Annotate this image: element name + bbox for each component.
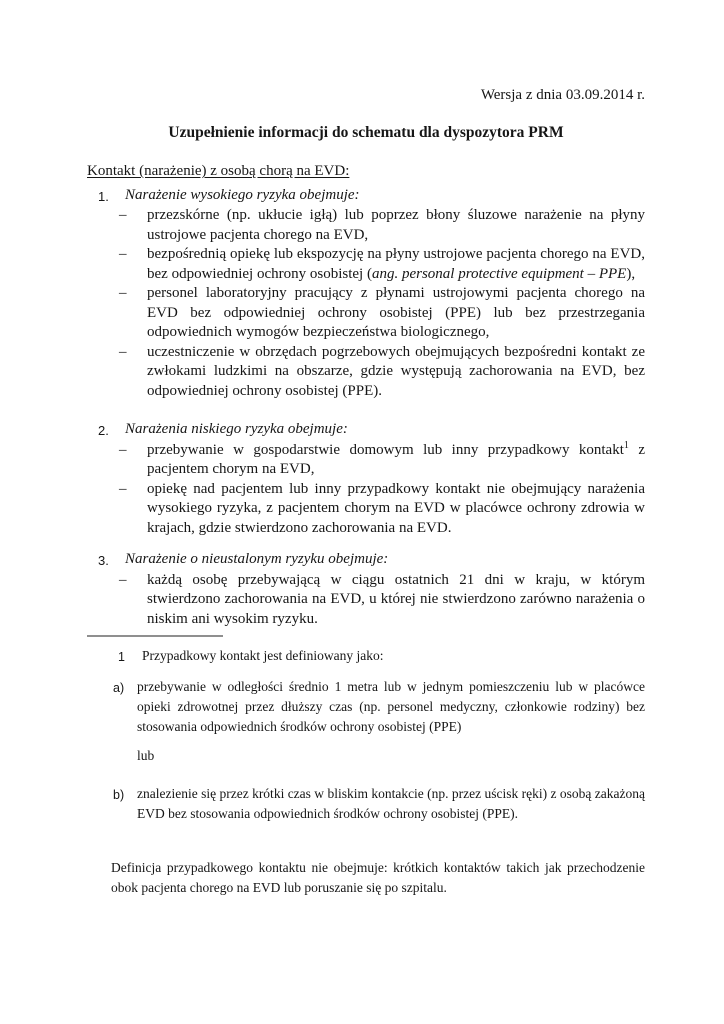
bullet-item [87,343,645,402]
text-segment: bezpośrednią opiekę lub ekspozycję na płyny ustrojowe pacjenta chorego na EVD, bez odpowiedniej ochrony osobistej ( [147,246,645,282]
footnote-separator [87,635,223,637]
risk-section-undetermined [87,550,645,629]
footnote-marker: 1 [118,650,125,664]
bullet-text: opiekę nad pacjentem lub inny przypadkowy kontakt nie obejmujący narażenia wysokiego ryzyka, z pacjentem chorym na EVD w placówce ochrony zdrowia w krajach, gdzie stwierdzono zachorowania na EVD. [147,480,645,536]
section-heading-row [87,550,645,571]
bullet-item [87,571,645,630]
footnote-definition: Definicja przypadkowego kontaktu nie obejmuje: krótkich kontaktów takich jak przechodzenie obok pacjenta chorego na EVD lub poruszanie się po szpitalu. [111,860,645,895]
risk-section-high [87,186,645,402]
section-heading-row [87,186,645,207]
dash-bullet: – [119,480,127,497]
footnote-block [87,646,645,898]
footnote-item-text: znalezienie się przez krótki czas w bliskim kontakcie (np. przez uścisk ręki) z osobą zakażoną EVD bez stosowania odpowiednich środków ochrony osobistej (PPE). [137,786,645,821]
document-title: Uzupełnienie informacji do schematu dla dyspozytora PRM [168,123,564,141]
footnote-item-b [87,784,645,824]
section-number: 1. [98,188,109,204]
bullet-item [87,245,645,284]
footnote-connector: lub [137,748,155,763]
bullet-text: przezskórne (np. ukłucie igłą) lub poprzez błony śluzowe narażenie na płyny ustrojowe pacjenta chorego na EVD, [147,207,645,243]
dash-bullet: – [119,343,127,360]
footnote-item-label: a) [113,681,125,695]
bullet-text [147,246,645,282]
dash-bullet: – [119,571,127,588]
footnote-item-label: b) [113,788,125,802]
bullet-item [87,206,645,245]
version-date: Wersja z dnia 03.09.2014 r. [480,87,645,103]
section-heading: Narażenia niskiego ryzyka obejmuje: [125,421,348,437]
bullet-item [87,480,645,539]
section-heading: Narażenie wysokiego ryzyka obejmuje: [125,186,360,203]
risk-section-low [87,420,645,538]
bullet-text: uczestniczenie w obrzędach pogrzebowych obejmujących bezpośredni kontakt ze zwłokami ludzkimi na obszarze, gdzie występują zachorowania na EVD, bez odpowiedniej ochrony osobistej (PPE). [147,343,645,399]
bullet-text [147,439,645,478]
bullet-text: każdą osobę przebywającą w ciągu ostatnich 21 dni w kraju, w którym stwierdzono zachorowania na EVD, u której nie stwierdzono zarówno narażenia o niskim ani wysokim ryzyku. [147,571,645,627]
section-heading-row [87,420,645,441]
section-number: 3. [98,553,109,568]
contact-heading: Kontakt (narażenie) z osobą chorą na EVD: [87,163,350,179]
dash-bullet: – [119,441,127,458]
footnote-item-text: przebywanie w odległości średnio 1 metra lub w jednym pomieszczeniu lub w placówce opieki zdrowotnej przez dłuższy czas (np. personel medyczny, członkowie rodziny) bez stosowania odpowiednich środków ochrony osobistej (PPE) [137,679,645,734]
footnote-intro-text: Przypadkowy kontakt jest definiowany jako: [142,648,384,663]
section-number: 2. [98,423,109,438]
text-segment: ), [626,265,636,282]
bullet-item [87,284,645,343]
bullet-item [87,441,645,480]
dash-bullet: – [119,207,127,223]
text-segment: z pacjentem chorym na EVD, [147,441,645,477]
footnote-item-a [87,677,645,737]
footnote-reference: 1 [623,439,629,451]
text-segment: przebywanie w gospodarstwie domowym lub inny przypadkowy kontakt [147,441,624,458]
dash-bullet: – [119,246,127,262]
footnote-intro-row [87,646,645,667]
bullet-text: personel laboratoryjny pracujący z płynami ustrojowymi pacjenta chorego na EVD bez odpowiedniej ochrony osobistej (PPE) lub bez przestrzegania odpowiednich wymogów bezpieczeństwa biologicznego, [147,285,645,340]
dash-bullet: – [119,285,127,301]
italic-segment: ang. personal protective equipment – PPE [371,265,627,282]
section-heading: Narażenie o nieustalonym ryzyku obejmuje: [125,551,389,567]
